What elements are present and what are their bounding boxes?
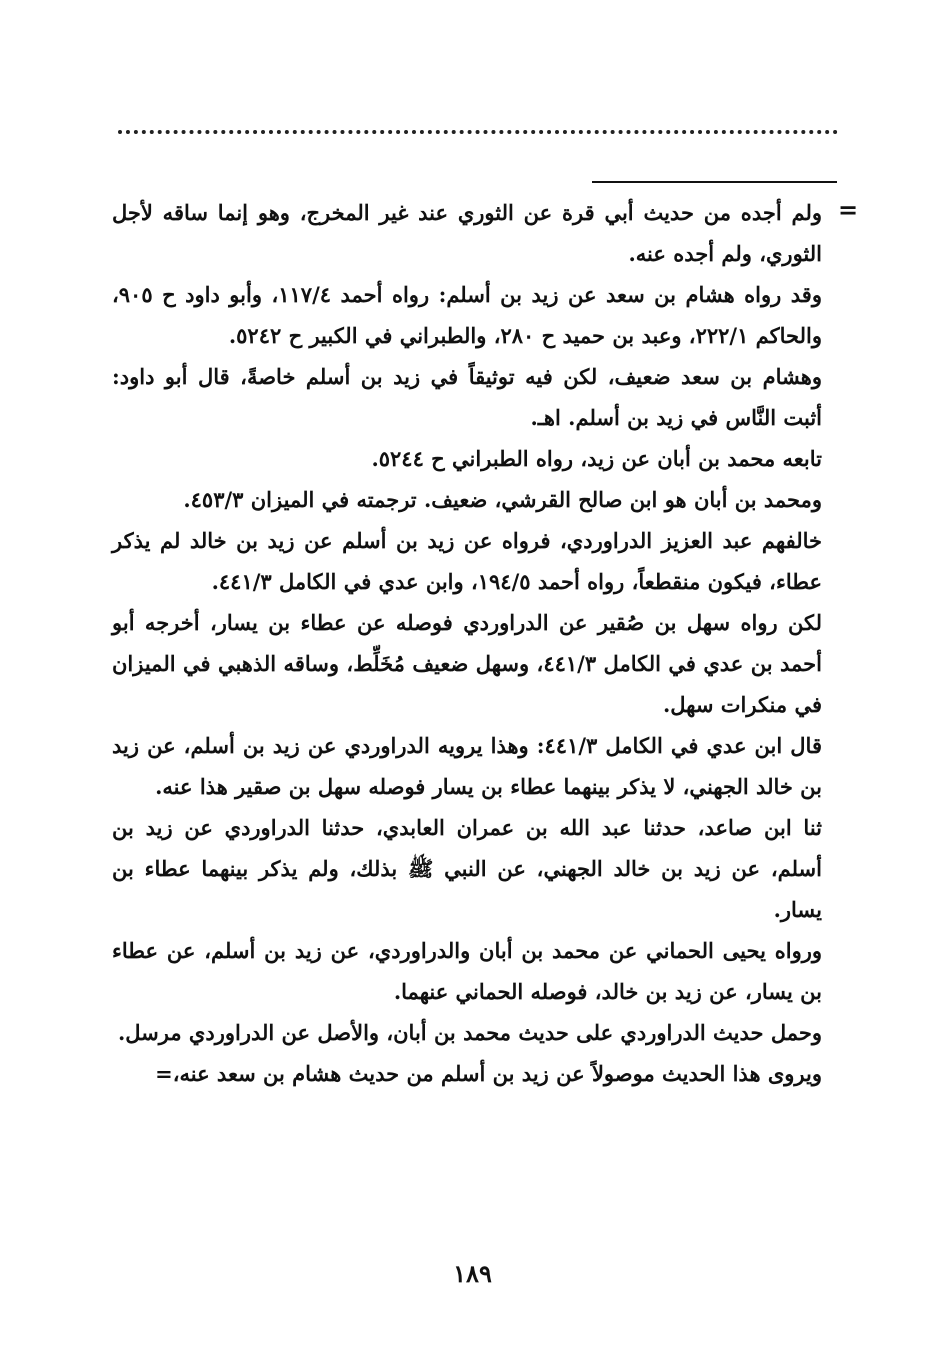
footnote-paragraph-8: قال ابن عدي في الكامل ٤٤١/٣: وهذا يرويه الدراوردي عن زيد بن أسلم، عن زيد بن خالد الجهني، لا يذكر بينهما عطاء بن يسار فوصله سهل بن صقير هذا عنه. (112, 733, 822, 799)
footnote-body (112, 192, 822, 1094)
footnote-rule (592, 181, 837, 183)
footnote-paragraph-2: وقد رواه هشام بن سعد عن زيد بن أسلم: رواه أحمد ١١٧/٤، وأبو داود ح ٩٠٥، والحاكم ٢٢٢/١، وعبد بن حميد ح ٢٨٠، والطبراني في الكبير ح ٥٢٤٢. (112, 282, 822, 348)
footnote-paragraph-4: تابعه محمد بن أبان عن زيد، رواه الطبراني ح ٥٢٤٤. (371, 446, 822, 471)
page-number: ١٨٩ (453, 1259, 492, 1288)
footnote-paragraph-12: ويروى هذا الحديث موصولاً عن زيد بن أسلم من حديث هشام بن سعد عنه،= (155, 1061, 822, 1086)
footnote-paragraph-9: ثنا ابن صاعد، حدثنا عبد الله بن عمران العابدي، حدثنا الدراوردي عن زيد بن أسلم، عن زيد بن خالد الجهني، عن النبي ﷺ بذلك، ولم يذكر بينهما عطاء بن يسار. (112, 815, 822, 922)
dotted-separator (118, 130, 838, 134)
footnote-paragraph-5: ومحمد بن أبان هو ابن صالح القرشي، ضعيف. ترجمته في الميزان ٤٥٣/٣. (183, 487, 822, 512)
footnote-paragraph-11: وحمل حديث الدراوردي على حديث محمد بن أبان، والأصل عن الدراوردي مرسل. (117, 1020, 822, 1045)
footnote-paragraph-3: وهشام بن سعد ضعيف، لكن فيه توثيقاً في زيد بن أسلم خاصةً، قال أبو داود: أثبت النَّاس في زيد بن أسلم. اهـ. (112, 364, 822, 430)
footnote-paragraph-6: خالفهم عبد العزيز الدراوردي، فرواه عن زيد بن أسلم عن زيد بن خالد لم يذكر عطاء، فيكون منقطعاً، رواه أحمد ١٩٤/٥، وابن عدي في الكامل ٤٤١/٣. (112, 528, 822, 594)
footnote-paragraph-7: لكن رواه سهل بن صُقير عن الدراوردي فوصله عن عطاء بن يسار، أخرجه أبو أحمد بن عدي في الكامل ٤٤١/٣، وسهل ضعيف مُخَلِّط، وساقه الذهبي في الميزان في منكرات سهل. (112, 610, 823, 717)
footnote-paragraph-10: ورواه يحيى الحماني عن محمد بن أبان والدراوردي، عن زيد بن أسلم، عن عطاء بن يسار، عن زيد بن خالد، فوصله الحماني عنهما. (112, 938, 822, 1004)
continuation-mark: = (838, 195, 859, 224)
footnote-paragraph-1: ولم أجده من حديث أبي قرة عن الثوري عند غير المخرج، وهو إنما ساقه لأجل الثوري، ولم أجده عنه. (112, 200, 822, 266)
